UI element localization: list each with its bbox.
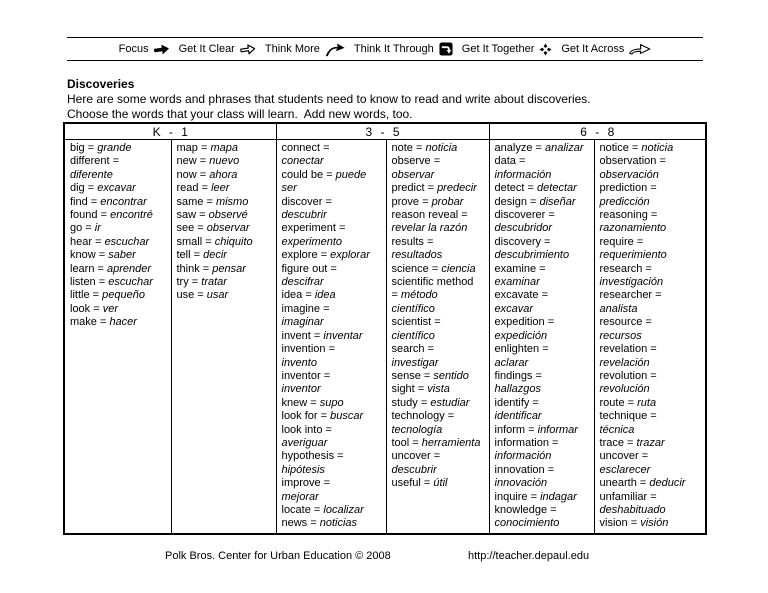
word-list-cell-68-a bbox=[489, 140, 594, 535]
word-entry: think = pensar bbox=[176, 262, 246, 275]
nav-label: Think It Through bbox=[353, 43, 434, 55]
word-entry: connect = conectar bbox=[281, 142, 330, 168]
word-entry: look = ver bbox=[70, 302, 118, 315]
word-entry: tell = decir bbox=[176, 249, 227, 262]
word-entry: scientist = científico bbox=[391, 316, 441, 342]
word-list-cell-k1-b bbox=[171, 140, 276, 535]
word-entry: information = información bbox=[494, 436, 559, 463]
word-entry: route = ruta bbox=[599, 396, 657, 409]
word-entry: excavate = excavar bbox=[494, 289, 549, 315]
word-entry: vision = visión bbox=[599, 517, 669, 530]
word-entry: invent = inventar bbox=[281, 329, 363, 342]
word-entry: knowledge = conocimiento bbox=[494, 503, 560, 530]
word-entry: search = investigar bbox=[391, 343, 439, 369]
word-entry: results = resultados bbox=[391, 235, 443, 262]
outline-swoosh-arrow-icon bbox=[629, 43, 651, 56]
solid-right-arrow-icon bbox=[154, 43, 170, 56]
word-entry: inform = informar bbox=[494, 423, 578, 436]
word-entry: technique = técnica bbox=[599, 410, 657, 436]
nav-item-focus bbox=[119, 43, 170, 56]
word-entry: find = encontrar bbox=[70, 195, 147, 208]
nav-label: Get It Across bbox=[561, 43, 625, 55]
word-entry: look for = buscar bbox=[281, 410, 364, 423]
word-entry: revolution = revolución bbox=[599, 369, 657, 396]
word-entry: new = nuevo bbox=[176, 155, 240, 168]
word-entry: predict = predecir bbox=[391, 182, 477, 195]
boxed-return-arrow-icon bbox=[439, 42, 453, 56]
word-entry: found = encontré bbox=[70, 209, 153, 222]
word-entry: same = mismo bbox=[176, 195, 249, 208]
word-entry: reasoning = razonamiento bbox=[599, 209, 667, 235]
word-entry: different = diferente bbox=[70, 155, 120, 181]
grade-band-header-35: 3 - 5 bbox=[276, 123, 489, 140]
word-entry: observe = observar bbox=[391, 155, 441, 181]
word-entry: knew = supo bbox=[281, 396, 344, 409]
word-entry: read = leer bbox=[176, 182, 230, 195]
word-list-row bbox=[64, 140, 706, 535]
word-entry: trace = trazar bbox=[599, 436, 665, 449]
nav-label: Think More bbox=[264, 43, 320, 55]
word-entry: map = mapa bbox=[176, 142, 238, 154]
word-entry: prediction = predicción bbox=[599, 182, 657, 208]
nav-label: Get It Together bbox=[461, 43, 535, 55]
word-entry: data = información bbox=[494, 155, 552, 181]
word-entry: notice = noticia bbox=[599, 142, 674, 154]
word-entry: innovation = innovación bbox=[494, 463, 555, 490]
word-entry: could be = puede ser bbox=[281, 168, 367, 195]
word-entry: discover = descubrir bbox=[281, 195, 332, 222]
word-entry: saw = observé bbox=[176, 209, 248, 222]
word-entry: improve = mejorar bbox=[281, 477, 331, 503]
word-entry: go = ir bbox=[70, 222, 101, 235]
word-entry: study = estudiar bbox=[391, 396, 470, 409]
intro-line: Here are some words and phrases that students need to know to read and write about discoveries. bbox=[67, 92, 591, 106]
word-entry: sight = vista bbox=[391, 383, 450, 396]
word-entry: know = saber bbox=[70, 249, 136, 262]
vocabulary-table bbox=[63, 122, 707, 535]
word-entry: design = diseñar bbox=[494, 195, 576, 208]
curved-up-arrow-icon bbox=[325, 42, 345, 57]
word-list-cell-68-b bbox=[594, 140, 706, 535]
grade-band-header-k1: K - 1 bbox=[64, 123, 276, 140]
word-list-cell-k1-a bbox=[64, 140, 171, 535]
word-entry: detect = detectar bbox=[494, 182, 577, 195]
word-entry: listen = escuchar bbox=[70, 276, 153, 289]
word-entry: note = noticia bbox=[391, 142, 458, 154]
word-entry: require = requerimiento bbox=[599, 235, 667, 262]
word-entry: news = noticias bbox=[281, 517, 358, 530]
word-entry: discovery = descubrimiento bbox=[494, 235, 570, 262]
word-entry: sense = sentido bbox=[391, 369, 469, 382]
word-entry: big = grande bbox=[70, 142, 132, 154]
nav-label: Focus bbox=[118, 43, 149, 55]
word-entry: inventor = inventor bbox=[281, 369, 331, 396]
word-entry: idea = idea bbox=[281, 289, 336, 302]
nav-item-think-it-through bbox=[354, 42, 453, 56]
word-entry: learn = aprender bbox=[70, 262, 152, 275]
word-entry: explore = explorar bbox=[281, 249, 370, 262]
word-entry: use = usar bbox=[176, 289, 229, 302]
word-entry: hypothesis = hipótesis bbox=[281, 450, 344, 476]
word-entry: examine = examinar bbox=[494, 262, 546, 289]
word-entry: tool = herramienta bbox=[391, 436, 481, 449]
intro-text bbox=[67, 92, 591, 121]
word-entry: science = ciencia bbox=[391, 262, 476, 275]
word-entry: little = pequeño bbox=[70, 289, 145, 302]
grade-band-header-68: 6 - 8 bbox=[489, 123, 706, 140]
word-entry: findings = hallazgos bbox=[494, 369, 542, 396]
word-entry: uncover = esclarecer bbox=[599, 450, 651, 476]
nav-item-get-it-together bbox=[462, 43, 553, 56]
four-diamonds-icon bbox=[539, 43, 552, 56]
nav-item-think-more bbox=[265, 42, 345, 57]
word-entry: small = chiquito bbox=[176, 235, 253, 248]
page-title: Discoveries bbox=[67, 77, 135, 91]
word-entry: research = investigación bbox=[599, 262, 664, 289]
word-entry: experiment = experimento bbox=[281, 222, 346, 248]
word-entry: researcher = analista bbox=[599, 289, 662, 315]
word-entry: look into = averiguar bbox=[281, 423, 332, 449]
word-entry: revelation = revelación bbox=[599, 343, 657, 369]
word-entry: now = ahora bbox=[176, 168, 238, 181]
word-entry: uncover = descubrir bbox=[391, 450, 441, 476]
word-entry: analyze = analizar bbox=[494, 142, 584, 154]
word-entry: resource = recursos bbox=[599, 316, 652, 342]
word-list-cell-35-b bbox=[386, 140, 489, 535]
word-entry: enlighten = aclarar bbox=[494, 343, 549, 369]
word-entry: discoverer = descubridor bbox=[494, 209, 555, 235]
nav-label: Get It Clear bbox=[178, 43, 235, 55]
word-entry: unfamiliar = deshabituado bbox=[599, 490, 666, 516]
footer-publisher: Polk Bros. Center for Urban Education © 2008 bbox=[165, 550, 391, 562]
word-entry: try = tratar bbox=[176, 276, 227, 289]
footer-url: http://teacher.depaul.edu bbox=[468, 550, 590, 562]
grade-band-header-row bbox=[64, 123, 706, 140]
word-entry: technology = tecnología bbox=[391, 410, 455, 436]
word-entry: locate = localizar bbox=[281, 503, 364, 516]
word-entry: reason reveal = revelar la razón bbox=[391, 209, 468, 235]
outline-right-arrow-icon bbox=[240, 43, 256, 56]
word-entry: imagine = imaginar bbox=[281, 302, 330, 329]
word-entry: unearth = deducir bbox=[599, 477, 686, 490]
nav-item-get-it-across bbox=[561, 43, 651, 56]
nav-item-get-it-clear bbox=[179, 43, 256, 56]
word-entry: hear = escuchar bbox=[70, 235, 150, 248]
lesson-steps-banner bbox=[67, 37, 703, 61]
intro-line: Choose the words that your class will learn. Add new words, too. bbox=[67, 106, 413, 121]
word-entry: useful = útil bbox=[391, 477, 448, 490]
word-list-cell-35-a bbox=[276, 140, 386, 535]
word-entry: invention = invento bbox=[281, 343, 336, 369]
word-entry: make = hacer bbox=[70, 316, 137, 329]
word-entry: dig = excavar bbox=[70, 182, 136, 195]
word-entry: figure out = descifrar bbox=[281, 262, 337, 289]
word-entry: expedition = expedición bbox=[494, 316, 555, 342]
word-entry: see = observar bbox=[176, 222, 250, 235]
word-entry: identify = identificar bbox=[494, 396, 542, 423]
word-entry: scientific method = método científico bbox=[391, 276, 474, 315]
word-entry: prove = probar bbox=[391, 195, 464, 208]
word-entry: observation = observación bbox=[599, 155, 666, 181]
word-entry: inquire = indagar bbox=[494, 490, 577, 503]
